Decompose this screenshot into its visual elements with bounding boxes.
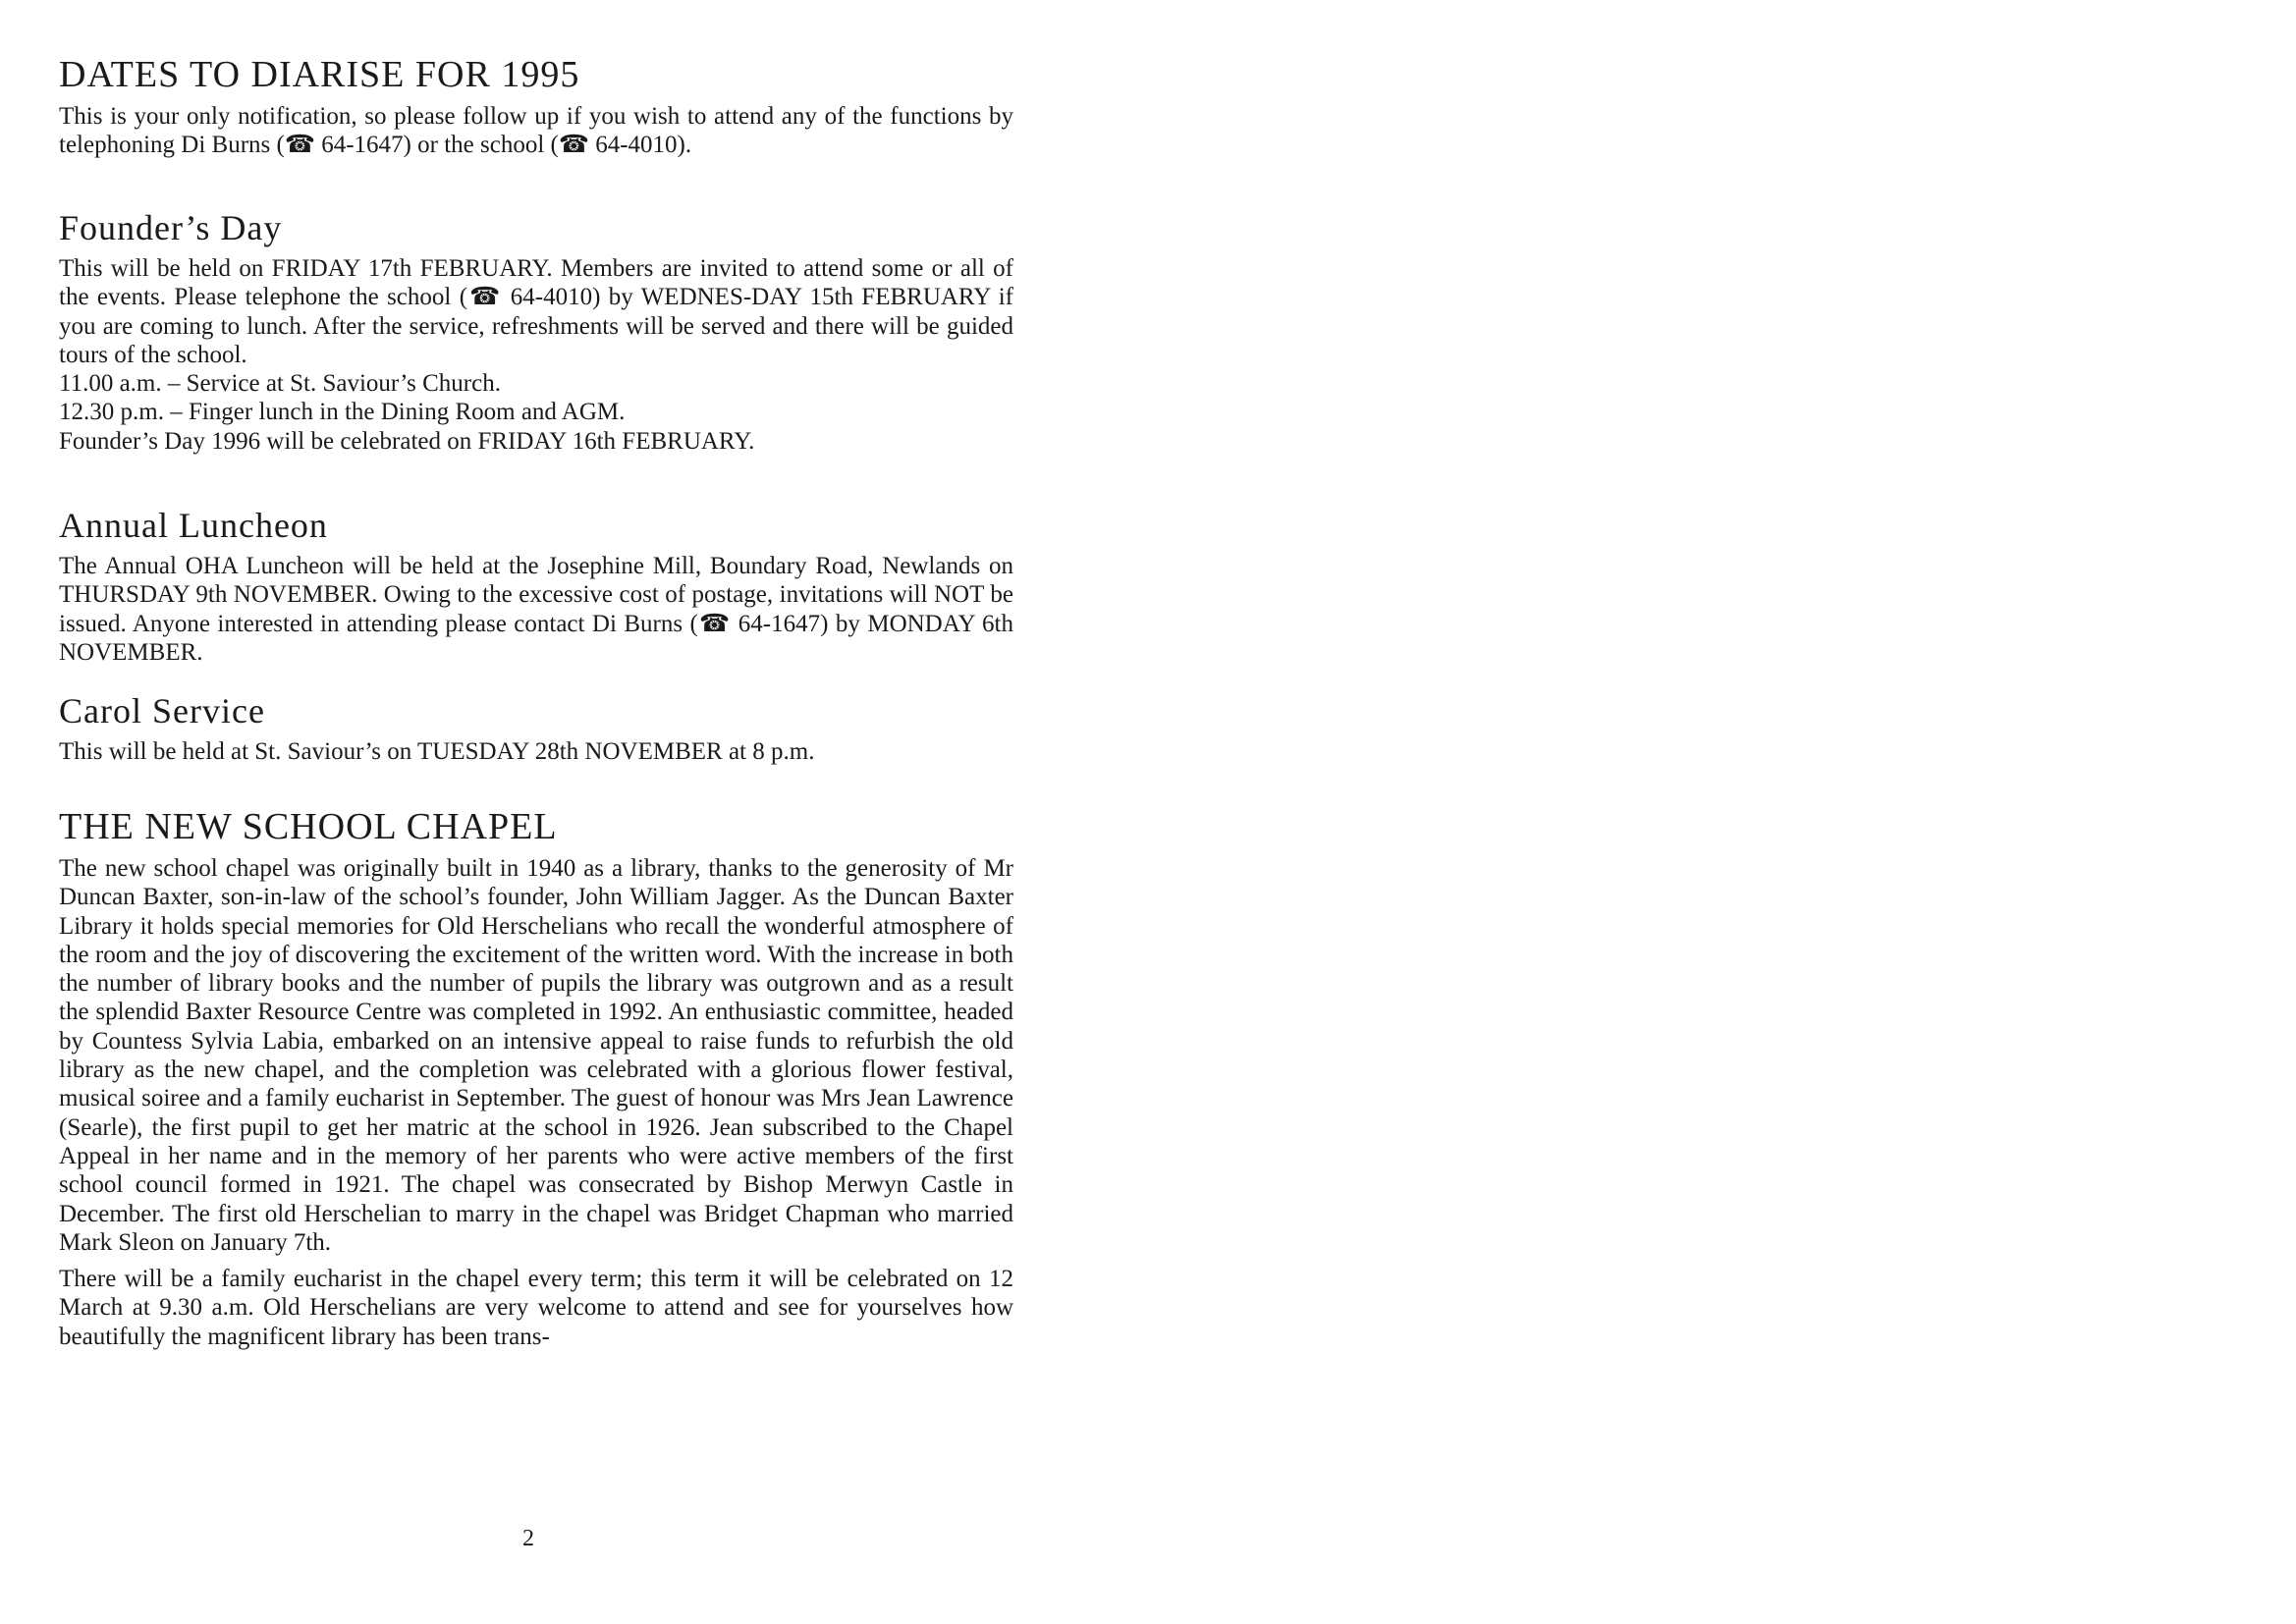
page-column (59, 49, 1013, 1351)
carol-service-paragraph: This will be held at St. Saviour’s on TUESDAY 28th NOVEMBER at 8 p.m. (59, 738, 815, 765)
annual-luncheon-heading: Annual Luncheon (59, 506, 328, 545)
carol-service-heading: Carol Service (59, 691, 265, 731)
dates-intro-paragraph: This is your only notification, so please follow up if you wish to attend any of the functions by telephoning Di Burns (☎ 64-1647) or the school (☎ 64-4010). (59, 103, 1013, 159)
carol-service-section (59, 686, 1013, 801)
dates-to-diarise-section (59, 49, 1013, 203)
founders-day-heading: Founder’s Day (59, 208, 283, 247)
new-chapel-paragraph-2: There will be a family eucharist in the chapel every term; this term it will be celebrated on 12 March at 9.30 a.m. Old Herschelians are very welcome to attend and see for yourselves how beautifully the magnificent library has been trans- (59, 1266, 1013, 1350)
new-school-chapel-section (59, 801, 1013, 1351)
new-chapel-heading: THE NEW SCHOOL CHAPEL (59, 806, 558, 847)
new-chapel-paragraph-1: The new school chapel was originally built in 1940 as a library, thanks to the generosity of Mr Duncan Baxter, son-in-law of the school’s founder, John William Jagger. As the Duncan Baxter Library it holds special memories for Old Herschelians who recall the wonderful atmosphere of the room and the joy of discovering the excitement of the written word. With the increase in both the number of library books and the number of pupils the library was outgrown and as a result the splendid Baxter Resource Centre was completed in 1992. An enthusiastic committee, headed by Countess Sylvia Labia, embarked on an intensive appeal to raise funds to refurbish the old library as the new chapel, and the completion was celebrated with a glorious flower festival, musical soiree and a family eucharist in September. The guest of honour was Mrs Jean Lawrence (Searle), the first pupil to get her matric at the school in 1926. Jean subscribed to the Chapel Appeal in her name and in the memory of her parents who were active members of the first school council formed in 1921. The chapel was consecrated by Bishop Merwyn Castle in December. The first old Herschelian to marry in the chapel was Bridget Chapman who married Mark Sleon on January 7th. (59, 855, 1013, 1256)
founders-day-1996-line: Founder’s Day 1996 will be celebrated on FRIDAY 16th FEBRUARY. (59, 427, 755, 455)
annual-luncheon-paragraph: The Annual OHA Luncheon will be held at the Josephine Mill, Boundary Road, Newlands on THURSDAY 9th NOVEMBER. Owing to the excessive cost of postage, invitations will NOT be issued. Anyone interested in attending please contact Di Burns (☎ 64-1647) by MONDAY 6th NOVEMBER. (59, 553, 1013, 666)
annual-luncheon-section (59, 501, 1013, 686)
founders-day-section (59, 203, 1013, 501)
page-number: 2 (522, 1526, 534, 1551)
founders-day-lunch-line: 12.30 p.m. – Finger lunch in the Dining Room and AGM. (59, 399, 626, 426)
founders-day-service-line: 11.00 a.m. – Service at St. Saviour’s Church. (59, 370, 501, 398)
dates-heading: DATES TO DIARISE FOR 1995 (59, 54, 580, 95)
founders-day-paragraph: This will be held on FRIDAY 17th FEBRUARY. Members are invited to attend some or all of the events. Please telephone the school (☎ 64-4010) by WEDNES-DAY 15th FEBRUARY if you are coming to lunch. After the service, refreshments will be served and there will be guided tours of the school. (59, 255, 1013, 368)
